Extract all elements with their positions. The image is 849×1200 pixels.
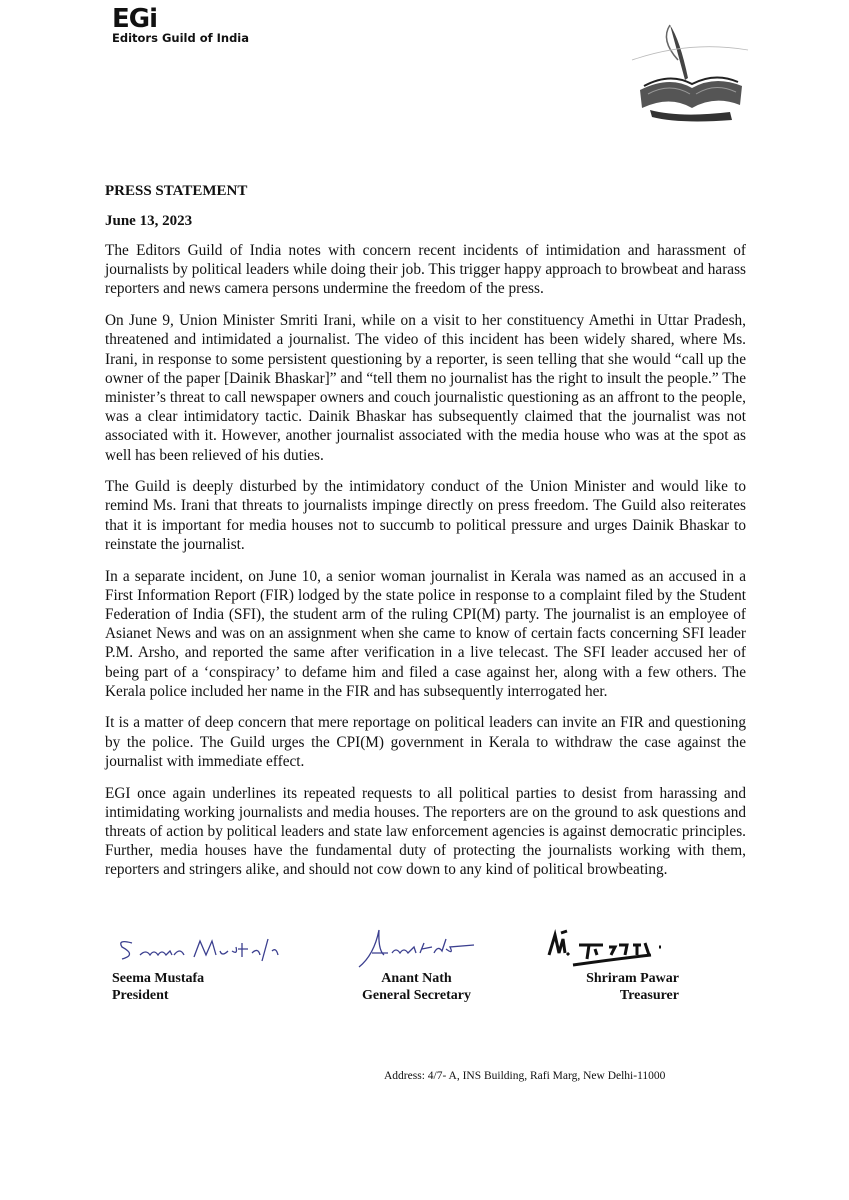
book-quill-emblem-icon bbox=[630, 20, 750, 130]
paragraph: The Editors Guild of India notes with concern recent incidents of intimidation and harassment of journalists by political leaders while doing their job. This trigger happy approach to browbeat and harass reporters and news camera persons undermine the freedom of the press. bbox=[105, 242, 746, 298]
paragraph: The Guild is deeply disturbed by the intimidatory conduct of the Union Minister and would like to remind Ms. Irani that threats to journalists impinge directly on press freedom. The Guild also reiterates that it is important for media houses not to succumb to political pressure and urges Dainik Bhaskar to reinstate the journalist. bbox=[105, 478, 746, 553]
logo-mark: EGi bbox=[112, 4, 158, 34]
signatory-name: Seema Mustafa bbox=[112, 971, 205, 986]
signature-anant-nath bbox=[354, 925, 479, 970]
statement-body bbox=[105, 241, 746, 892]
document-date: June 13, 2023 bbox=[105, 213, 193, 229]
signatory-name: Shriram Pawar bbox=[586, 971, 679, 986]
egi-logo bbox=[112, 6, 249, 44]
signatory-role: President bbox=[112, 988, 169, 1003]
signatory-treasurer bbox=[545, 925, 679, 1004]
paragraph: In a separate incident, on June 10, a senior woman journalist in Kerala was named as an accused in a First Information Report (FIR) lodged by the state police in response to a complaint filed by the Student Federation of India (SFI), the student arm of the ruling CPI(M) party. The journalist is an employee of Asianet News and was on an assignment when she came to know of certain facts concerning SFI leader P.M. Arsho, and reported the same after verification in a live telecast. The SFI leader accused her of being part of a ‘conspiracy’ to defame him and filed a case against her, along with a few others. The Kerala police included her name in the FIR and has subsequently interrogated her. bbox=[105, 567, 746, 700]
paragraph: On June 9, Union Minister Smriti Irani, while on a visit to her constituency Amethi in Uttar Pradesh, threatened and intimidated a journalist. The video of this incident has been widely shared, where Ms. Irani, in response to some persistent questioning by a reporter, is seen telling that she would “call up the owner of the paper [Dainik Bhaskar]” and “tell them no journalist has the right to insult the people.” The minister’s threat to call newspaper owners and couch journalistic questioning as an affront to the people, was a clear intimidatory tactic. Dainik Bhaskar has subsequently claimed that the journalist was not associated with it. However, another journalist associated with the media house who was at the spot as well has been relieved of his duties. bbox=[105, 312, 746, 464]
logo-name: Editors Guild of India bbox=[112, 31, 250, 45]
signature-shriram-pawar bbox=[545, 925, 679, 970]
signatory-role: General Secretary bbox=[362, 988, 471, 1003]
signatory-role: Treasurer bbox=[619, 988, 679, 1003]
address: Address: 4/7- A, INS Building, Rafi Marg, New Delhi-11000 bbox=[384, 1070, 666, 1082]
signatory-general-secretary bbox=[354, 925, 479, 1004]
document-title: PRESS STATEMENT bbox=[105, 183, 248, 199]
signatory-name: Anant Nath bbox=[381, 971, 452, 986]
paragraph: EGI once again underlines its repeated requests to all political parties to desist from harassing and intimidating working journalists and media houses. The reporters are on the ground to ask questions and threats of action by political leaders and state law enforcement agencies is against democratic principles. Further, media houses have the fundamental duty of protecting the journalists working with them, reporters and stringers alike, and should not cow down to any kind of political browbeating. bbox=[105, 784, 746, 879]
signatory-president bbox=[112, 925, 292, 1004]
paragraph: It is a matter of deep concern that mere reportage on political leaders can invite an FIR and questioning by the police. The Guild urges the CPI(M) government in Kerala to withdraw the case against the journalist with immediate effect. bbox=[105, 714, 746, 770]
signature-seema-mustafa bbox=[112, 925, 292, 970]
